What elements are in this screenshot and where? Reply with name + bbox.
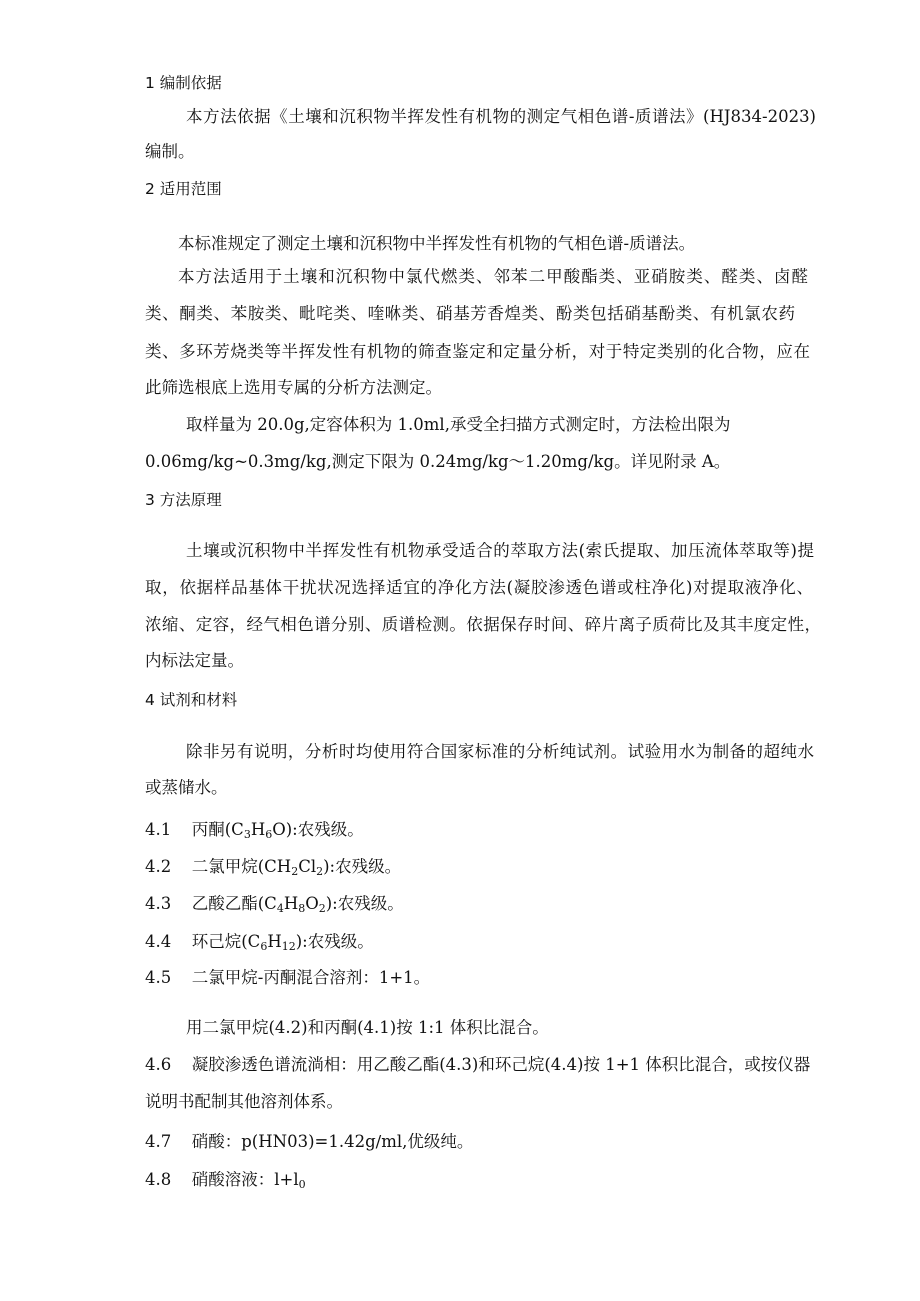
item-number: 4.4 [145, 932, 172, 951]
section-2-paragraph-2-line-3: 类、多环芳烧类等半挥发性有机物的筛查鉴定和定量分析，对于特定类别的化合物，应在 [145, 342, 810, 361]
reagent-item: 4.7 硝酸：p(HN03)=1.42g∕ml,优级纯。 [145, 1132, 474, 1151]
item-number: 4.6 [145, 1055, 172, 1074]
reagent-item-continuation: 说明书配制其他溶剂体系。 [145, 1092, 343, 1111]
reagent-item: 4.4 环己烷$(C_6H_{12})$:农残级。 [145, 932, 374, 953]
reagent-item: 4.2 二氯甲烷$(CH_2Cl_2)$:农残级。 [145, 857, 402, 878]
item-number: 4.3 [145, 894, 172, 913]
section-2-paragraph-2-line-2: 类、酮类、苯胺类、毗咤类、喹咻类、硝基芳香煌类、酚类包括硝基酚类、有机氯农药 [145, 304, 795, 323]
section-4-intro-line-2: 或蒸储水。 [145, 778, 228, 797]
section-2-heading: 2 适用范围 [145, 180, 222, 198]
section-3-line-2: 取，依据样品基体干扰状况选择适宜的净化方法(凝胶渗透色谱或柱净化)对提取液净化、 [145, 578, 813, 597]
reagent-item: 4.6 凝胶渗透色谱流淌相：用乙酸乙酯(4.3)和环己烷(4.4)按 1+1 体积比混合，或按仪器 [145, 1055, 811, 1074]
section-2-paragraph-3-line-2: 0.06mg/kg~0.3mg/kg,测定下限为 0.24mg/kg～1.20mg/kg。详见附录 A。 [145, 452, 731, 471]
section-2-paragraph-3-line-1: 取样量为 20.0g,定容体积为 1.0ml,承受全扫描方式测定时，方法检出限为 [186, 415, 731, 434]
item-number: 4.8 [145, 1170, 172, 1189]
section-2-paragraph-1: 本标准规定了测定土壤和沉积物中半挥发性有机物的气相色谱-质谱法。 [178, 234, 696, 253]
section-2-paragraph-2-line-1: 本方法适用于土壤和沉积物中氯代燃类、邻苯二甲酸酯类、亚硝胺类、醛类、卤醛 [178, 267, 808, 286]
reagent-item: 4.5 二氯甲烷-丙酮混合溶剂：1+1。 [145, 968, 431, 987]
section-4-intro-line-1: 除非另有说明，分析时均使用符合国家标准的分析纯试剂。试验用水为制备的超纯水 [186, 742, 814, 761]
item-number: 4.7 [145, 1132, 172, 1151]
section-2-paragraph-2-line-4: 此筛选根底上选用专属的分析方法测定。 [145, 378, 442, 397]
section-1-heading: 1 编制依据 [145, 74, 222, 92]
section-1-paragraph-line-2: 编制。 [145, 142, 195, 161]
section-3-heading: 3 方法原理 [145, 491, 222, 509]
section-3-line-4: 内标法定量。 [145, 651, 244, 670]
item-number: 4.1 [145, 820, 172, 839]
reagent-item-note: 用二氯甲烷(4.2)和丙酮(4.1)按 1:1 体积比混合。 [186, 1018, 549, 1037]
section-3-line-3: 浓缩、定容，经气相色谱分别、质谱检测。依据保存时间、碎片离子质荷比及其丰度定性， [145, 615, 821, 634]
section-3-line-1: 土壤或沉积物中半挥发性有机物承受适合的萃取方法(索氏提取、加压流体萃取等)提 [186, 541, 814, 560]
section-4-heading: 4 试剂和材料 [145, 691, 238, 709]
section-1-paragraph-line-1: 本方法依据《土壤和沉积物半挥发性有机物的测定气相色谱-质谱法》(HJ834-2023) [186, 107, 816, 126]
item-number: 4.5 [145, 968, 172, 987]
reagent-item: 4.1 丙酮$(C_3H_6O)$:农残级。 [145, 820, 364, 841]
reagent-item: 4.8 硝酸溶液：$l+l_0$ [145, 1170, 306, 1191]
item-number: 4.2 [145, 857, 172, 876]
reagent-item: 4.3 乙酸乙酯$(C_4H_8O_2)$:农残级。 [145, 894, 404, 915]
